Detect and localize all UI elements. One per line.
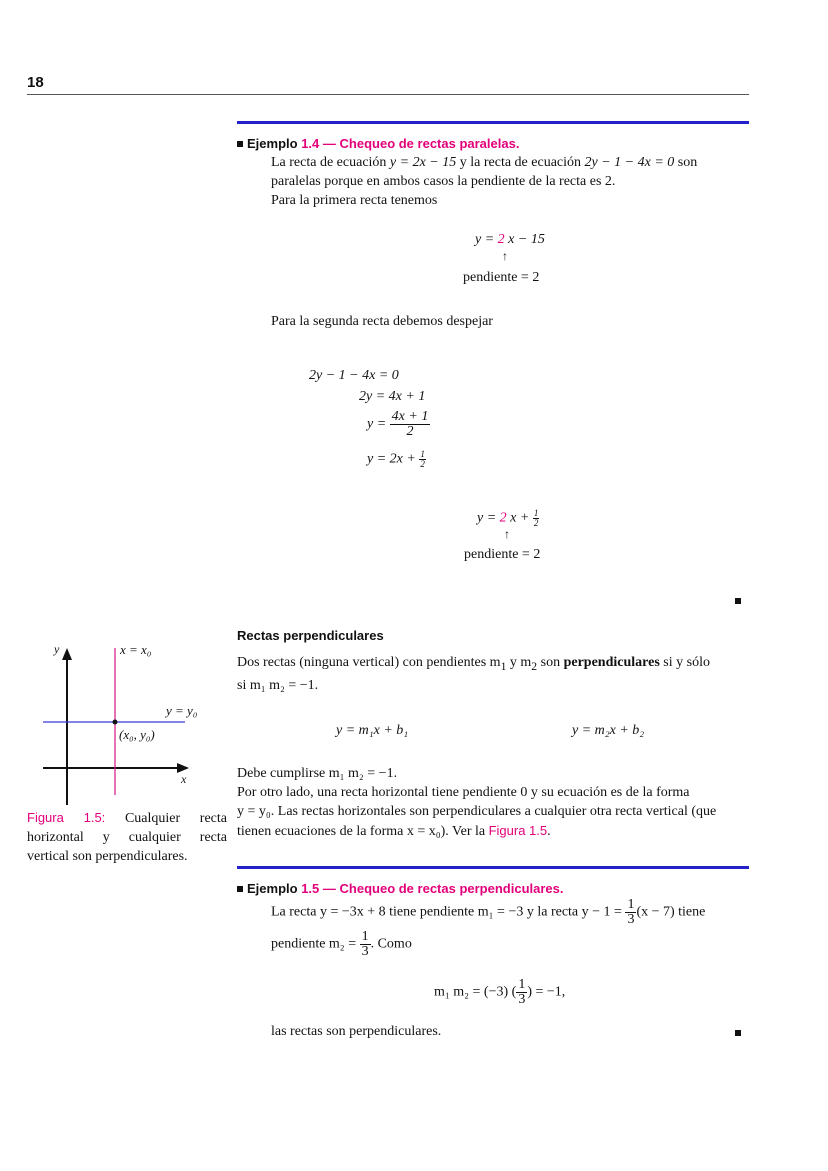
slope-label: pendiente = 2 — [464, 547, 541, 562]
product-equation: m₁ m₂ = (−3) ( $\frac{1}{3}$ ) = −1, — [434, 977, 566, 1007]
step-2: 2y = 4x + 1 — [359, 389, 426, 404]
step-3: y = $\frac{4x + 1}{2}$ — [367, 409, 429, 439]
figure-caption: Figura 1.5: Cualquier recta horizontal y cualquier recta vertical son perpendiculares. — [27, 810, 227, 864]
equation-line-2: y = m₂x + b₂ — [572, 723, 645, 738]
arrow-up-icon: ↑ — [504, 527, 510, 541]
example-body-line-1: La recta y = −3x + 8 tiene pendiente m₁ = −3 y la recta y − 1 = $\frac{1}{3}$ (x − 7) tiene — [271, 897, 706, 927]
end-of-example-icon — [735, 1030, 741, 1036]
x-axis-label: x — [181, 772, 187, 786]
example-body: La recta de ecuación y = 2x − 15 y la recta de ecuación 2y − 1 − 4x = 0 son paralelas porque en ambos casos la pendiente de la recta es 2. Para la primera recta tenemos — [271, 155, 698, 208]
example-top-bar — [237, 866, 749, 869]
paragraph: Para la segunda recta debemos despejar — [271, 314, 493, 329]
example-top-bar — [237, 121, 749, 124]
point-label: (x₀, y₀) — [119, 727, 155, 742]
figure-link[interactable]: Figura 1.5 — [488, 823, 548, 838]
conclusion: las rectas son perpendiculares. — [271, 1024, 442, 1039]
slope-label: pendiente = 2 — [463, 270, 540, 285]
header-rule — [27, 94, 749, 95]
step-4: y = 2x + $\frac{1}{2}$ — [367, 449, 425, 469]
y-axis-label: y — [54, 642, 60, 656]
equation-first: y = 2 x − 15 — [475, 232, 545, 247]
end-of-example-icon — [735, 598, 741, 604]
example-title: Ejemplo 1.4 — Chequeo de rectas paralelas. — [237, 136, 519, 151]
definition-paragraph: Dos rectas (ninguna vertical) con pendientes $m_1$ y $m_2$ son perpendiculares si y sólo si m₁ m₂ = −1. — [237, 655, 710, 693]
intersection-point — [113, 720, 118, 725]
equation-second: y = 2 x + $\frac{1}{2}$ — [477, 508, 539, 528]
bullet-square-icon — [237, 886, 243, 892]
step-1: 2y − 1 − 4x = 0 — [309, 368, 399, 383]
y-axis-arrowhead — [62, 648, 72, 660]
vertical-line-label: x = x₀ — [120, 642, 152, 657]
equation-line-1: y = m₁x + b₁ — [336, 723, 409, 738]
example-title: Ejemplo 1.5 — Chequeo de rectas perpendiculares. — [237, 881, 563, 896]
horizontal-line-label: y = y₀ — [166, 703, 198, 718]
figure-perpendicular-lines — [27, 640, 227, 805]
page-number: 18 — [27, 74, 44, 91]
arrow-up-icon: ↑ — [502, 249, 508, 263]
section-heading: Rectas perpendiculares — [237, 628, 384, 643]
perpendicular-paragraph: Debe cumplirse m₁ m₂ = −1. Por otro lado, una recta horizontal tiene pendiente 0 y su ecuación es de la forma y = y₀. Las rectas horizontales son perpendiculares a cualquier otra recta vertical (que tienen ecuaciones de la forma x = x₀). Ver la Figura 1.5. — [237, 766, 717, 839]
example-body-line-2: pendiente m₂ = $\frac{1}{3}$ . Como — [271, 929, 412, 959]
bullet-square-icon — [237, 141, 243, 147]
